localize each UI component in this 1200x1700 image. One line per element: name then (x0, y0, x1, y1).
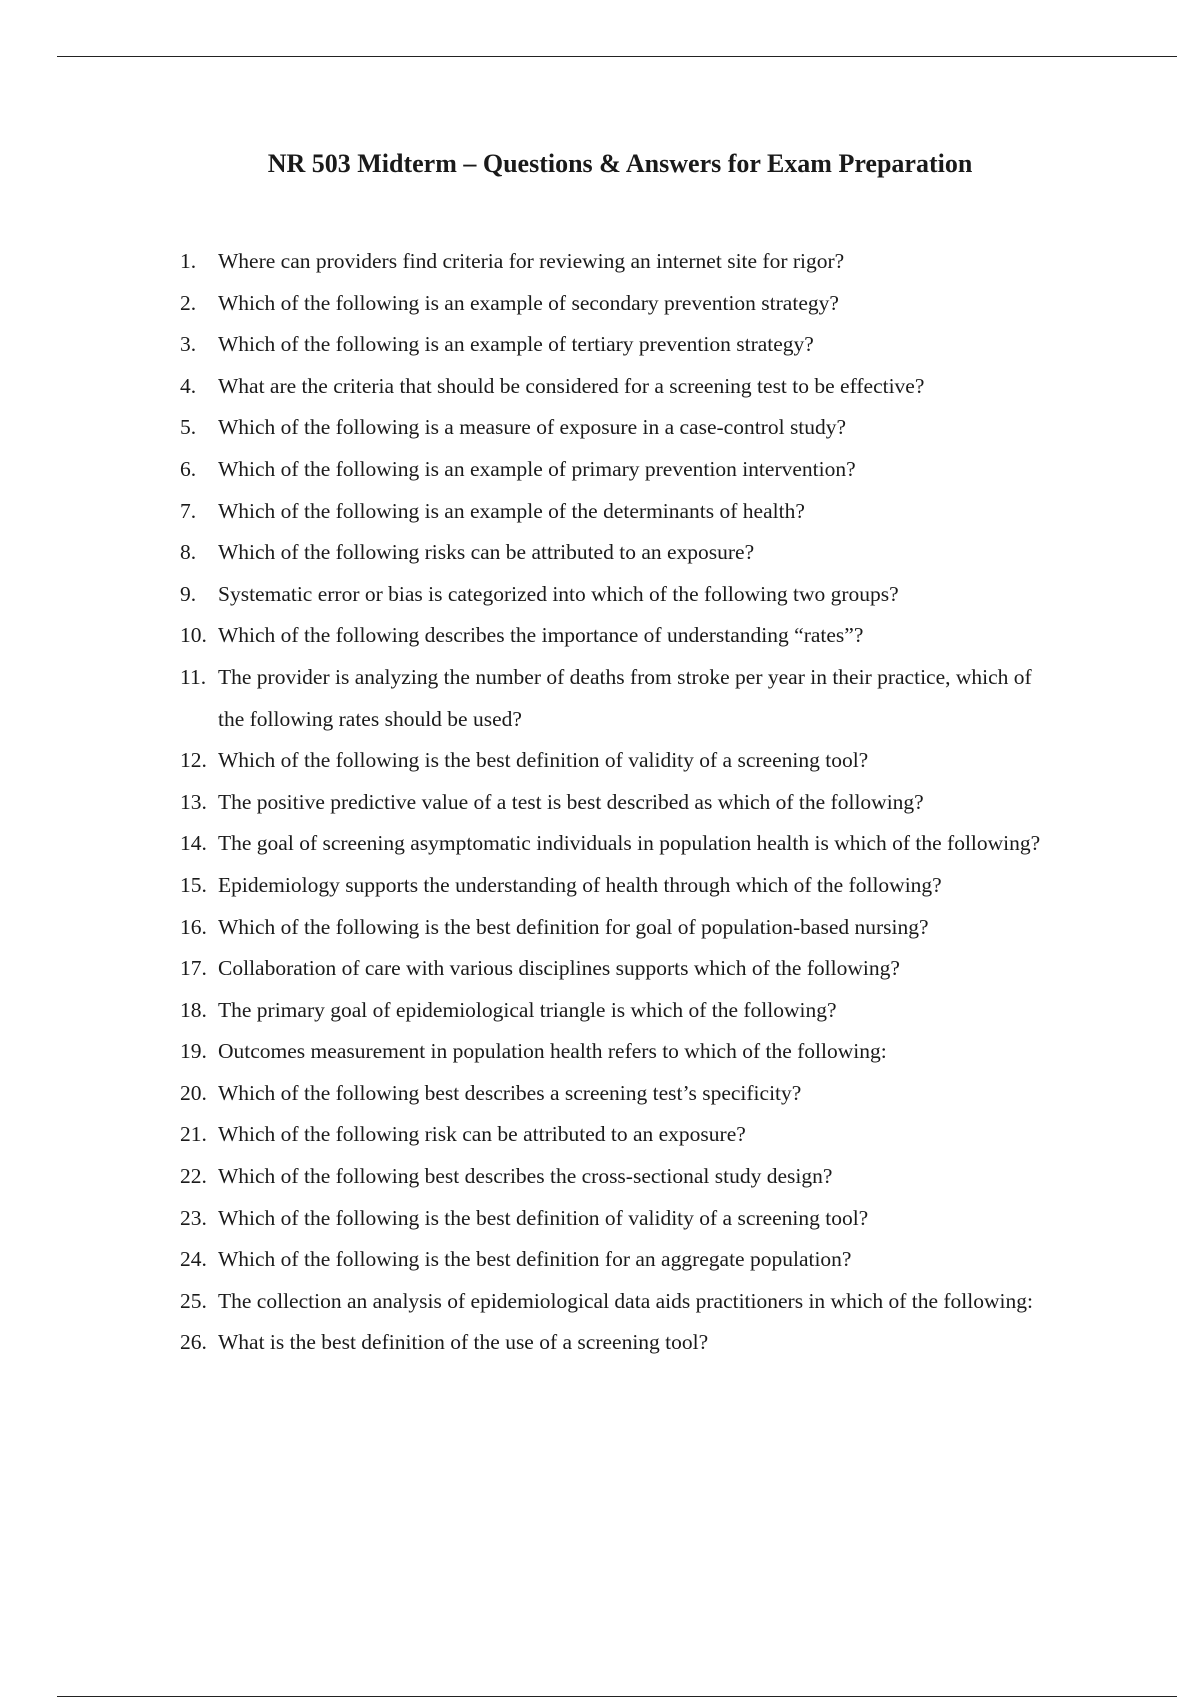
question-item (180, 1073, 1060, 1115)
question-item (180, 1281, 1060, 1323)
question-text: What is the best definition of the use of a screening tool? (218, 1330, 709, 1355)
question-item (180, 1198, 1060, 1240)
question-item (180, 990, 1060, 1032)
question-number: 22. (180, 1164, 207, 1189)
question-text: What are the criteria that should be considered for a screening test to be effective? (218, 373, 925, 398)
question-number: 9. (180, 581, 197, 606)
question-text: Epidemiology supports the understanding of health through which of the following? (218, 872, 942, 897)
question-number: 26. (180, 1330, 207, 1355)
question-number: 3. (180, 332, 197, 357)
question-text: Collaboration of care with various disciplines supports which of the following? (218, 956, 900, 981)
question-item (180, 449, 1060, 491)
question-item (180, 907, 1060, 949)
question-item (180, 1156, 1060, 1198)
question-number: 17. (180, 956, 207, 981)
question-item (180, 865, 1060, 907)
question-item (180, 615, 1060, 657)
question-number: 14. (180, 831, 207, 856)
question-item (180, 532, 1060, 574)
question-text: The positive predictive value of a test is best described as which of the following? (218, 789, 924, 814)
question-number: 1. (180, 249, 197, 273)
question-text: Systematic error or bias is categorized into which of the following two groups? (218, 581, 899, 606)
question-text: Which of the following is the best definition for goal of population-based nursing? (218, 914, 929, 939)
question-item (180, 366, 1060, 408)
question-number: 8. (180, 540, 197, 565)
question-number: 23. (180, 1205, 207, 1230)
question-item (180, 657, 1060, 740)
question-number: 18. (180, 997, 207, 1022)
question-number: 10. (180, 623, 207, 648)
question-item (180, 241, 1060, 283)
question-item (180, 1239, 1060, 1281)
question-number: 19. (180, 1039, 207, 1064)
question-number: 11. (180, 664, 207, 689)
question-number: 5. (180, 415, 197, 440)
question-text: Which of the following is an example of primary prevention intervention? (218, 456, 856, 481)
question-item (180, 574, 1060, 616)
question-item (180, 407, 1060, 449)
question-number: 7. (180, 498, 197, 523)
question-item (180, 823, 1060, 865)
footer-rule (57, 1696, 1177, 1697)
question-text: The primary goal of epidemiological triangle is which of the following? (218, 997, 837, 1022)
question-text: Which of the following is the best definition for an aggregate population? (218, 1247, 852, 1272)
question-text: Which of the following is a measure of exposure in a case-control study? (218, 415, 847, 440)
question-number: 6. (180, 456, 197, 481)
question-item (180, 782, 1060, 824)
question-text: The provider is analyzing the number of deaths from stroke per year in their practice, which of the following rates should be used? (218, 664, 1032, 731)
question-text: Which of the following is an example of tertiary prevention strategy? (218, 332, 814, 357)
question-number: 16. (180, 914, 207, 939)
question-list (180, 241, 1060, 1364)
question-text: Which of the following best describes the cross-sectional study design? (218, 1164, 833, 1189)
question-text: Which of the following risks can be attributed to an exposure? (218, 540, 755, 565)
question-text: Which of the following is the best definition of validity of a screening tool? (218, 748, 869, 773)
question-number: 21. (180, 1122, 207, 1147)
question-number: 20. (180, 1080, 207, 1105)
question-text: The goal of screening asymptomatic individuals in population health is which of the following? (218, 831, 1041, 856)
question-number: 25. (180, 1288, 207, 1313)
question-text: Which of the following describes the importance of understanding “rates”? (218, 623, 864, 648)
question-number: 15. (180, 872, 207, 897)
question-text: Which of the following is the best definition of validity of a screening tool? (218, 1205, 869, 1230)
question-number: 12. (180, 748, 207, 773)
question-number: 4. (180, 373, 197, 398)
question-text: Where can providers find criteria for reviewing an internet site for rigor? (218, 249, 845, 273)
question-item (180, 324, 1060, 366)
question-item (180, 491, 1060, 533)
question-item (180, 1322, 1060, 1364)
question-text: Which of the following is an example of the determinants of health? (218, 498, 805, 523)
question-item (180, 283, 1060, 325)
header-rule (57, 56, 1177, 57)
question-number: 2. (180, 290, 197, 315)
question-number: 13. (180, 789, 207, 814)
question-item (180, 740, 1060, 782)
question-text: Which of the following is an example of secondary prevention strategy? (218, 290, 839, 315)
question-item (180, 948, 1060, 990)
question-text: Outcomes measurement in population health refers to which of the following: (218, 1039, 887, 1064)
question-item (180, 1114, 1060, 1156)
question-text: The collection an analysis of epidemiological data aids practitioners in which of the following: (218, 1288, 1033, 1313)
question-text: Which of the following best describes a screening test’s specificity? (218, 1080, 802, 1105)
question-text: Which of the following risk can be attributed to an exposure? (218, 1122, 746, 1147)
question-item (180, 1031, 1060, 1073)
document-title: NR 503 Midterm – Questions & Answers for Exam Preparation (267, 149, 973, 178)
question-number: 24. (180, 1247, 207, 1272)
